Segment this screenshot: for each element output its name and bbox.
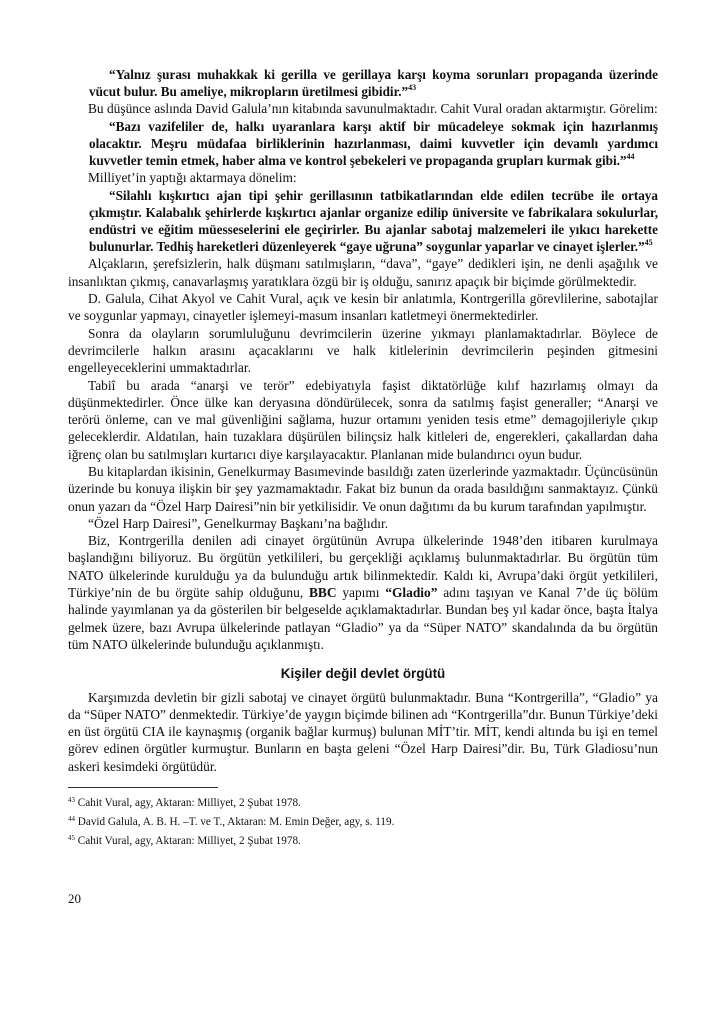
paragraph: Bu kitaplardan ikisinin, Genelkurmay Basımevinde basıldığı zaten üzerlerinde yazmaktadır. Üçüncüsünün üzerinde bu konuya ilişkin bir şey yazmamaktadır. Fakat biz bunun da orada basıldığını sanmaktayız. Çünkü onun yazarı da “Özel Harp Dairesi”nin bir yetkilisidir. Ve onun dağıtımı da bu kurum tarafından yapılmıştır.	[68, 463, 658, 514]
block-quote	[89, 187, 658, 256]
footnote-divider	[68, 787, 218, 788]
footnote-ref: 45	[644, 238, 653, 248]
block-quote	[89, 66, 658, 100]
footnote	[68, 834, 658, 848]
footnote-ref: 43	[408, 83, 417, 93]
paragraph: Bu düşünce aslında David Galula’nın kitabında savunulmaktadır. Cahit Vural oradan aktarmıştır. Görelim:	[88, 101, 658, 117]
section-heading: Kişiler değil devlet örgütü	[280, 666, 446, 682]
footnote-number: 43	[68, 796, 75, 805]
paragraph: Alçakların, şerefsizlerin, halk düşmanı satılmışların, “dava”, “gaye” dedikleri işin, ne denli aşağılık ve insanlıktan çıkmış, canavarlaşmış yaratıklara özgü bir iş olduğu, sanırız apaçık bir biçimde görülmektedir.	[68, 256, 658, 289]
paragraph: Karşımızda devletin bir gizli sabotaj ve cinayet örgütü bulunmaktadır. Buna “Kontrgerilla”, “Gladio” ya da “Süper NATO” denmektedir. Türkiye’de yaygın biçimde bilinen adı “Kontrgerilla”dır. Bunun Türkiye’deki en üst örgütü CIA ile kaynaşmış (organik bağlar kurmuş) bulunan MİT’tir. MİT, kendi altında bu işi en temel görev edinen örgütler kurmuştur. Bunların en başta geleni “Özel Harp Dairesi”dir. Bu, Türk Gladiosu’nun askeri kesimdeki örgütüdür.	[68, 689, 658, 774]
footnote	[68, 815, 658, 829]
page-content	[68, 66, 658, 907]
quote-text: “Silahlı kışkırtıcı ajan tipi şehir gerillasının tatbikatlarından elde edilen tecrübe ile ortaya çıkmıştır. Kalabalık şehirlerde kışkırtıcı ajanlar organize edilip üniversite ve fabrikalara sokulurlar, endüstri ve eğitim müesseselerini ele geçirirler. Bu ajanlar sabotaj malzemeleri ile yıkıcı harekette bulunurlar. Tedhiş hareketleri düzenleyerek “gaye uğruna” soygunlar yaparlar ve cinayet işlerler.”	[89, 187, 658, 255]
bold-term: “Gladio”	[385, 585, 438, 601]
paragraph-text: Biz, Kontrgerilla denilen adi cinayet örgütünün Avrupa ülkelerinde 1948’den itibaren kurulmaya başlandığını biliyoruz. Bu örgütün yetkilileri, bu gerçekliği açıklamış bulunmaktadırlar. Bu örgütün tüm NATO ülkelerinde kurulduğu ya da bulunduğu artık bilinmektedir. Kaldı ki, Avrupa’daki örgüt yetkilileri, Türkiye’nin de bu örgüte sahip olduğunu,	[68, 533, 658, 601]
footnote-text: Cahit Vural, agy, Aktaran: Milliyet, 2 Şubat 1978.	[77, 835, 301, 848]
paragraph	[68, 532, 658, 653]
quote-text: “Bazı vazifeliler de, halkı uyaranlara karşı aktif bir mücadeleye sokmak için hazırlanmış olacaktır. Meşru müdafaa birliklerinin hazırlanması, daimi kuvvetler için devamlı yardımcı kuvvetler temin etmek, haber alma ve kontrol şebekeleri ve propaganda grupları kurmak gibi.”	[89, 118, 658, 169]
footnote-text: Cahit Vural, agy, Aktaran: Milliyet, 2 Şubat 1978.	[77, 797, 301, 810]
footnote-number: 45	[68, 834, 75, 843]
bold-term: BBC	[308, 585, 337, 601]
paragraph-text: adını taşıyan ve Kanal 7’de üç bölüm halinde yayımlanan ya da gösterilen bir belgeselde açıklamaktadırlar. Bundan beş yıl kadar önce, başta İtalya gelmek üzere, bazı Avrupa ülkelerinde patlayan “Gladio” ya da “Süper NATO” skandalında da bu örgütün tüm NATO ülkelerinde bulunduğu açıklanmıştı.	[68, 585, 658, 652]
footnote	[68, 796, 658, 810]
block-quote	[89, 118, 658, 170]
paragraph: Sonra da olayların sorumluluğunu devrimcilerin üzerine yıkmayı planlamaktadırlar. Böylece de devrimcilerle halkın arasını açacaklarını ve halk kitlelerinin devrimcilerin peşinden gitmesini engelleyeceklerini ummaktadırlar.	[68, 325, 658, 376]
paragraph-text: yapımı	[336, 585, 386, 601]
footnote-ref: 44	[626, 152, 635, 162]
paragraph: Milliyet’in yaptığı aktarmaya dönelim:	[88, 170, 297, 186]
paragraph: D. Galula, Cihat Akyol ve Cahit Vural, açık ve kesin bir anlatımla, Kontrgerilla görevlilerine, sabotajlar ve soygunlar yapmayı, cinayetler işlemeyi-masum insanları katletmeyi önermektedirler.	[68, 291, 658, 324]
footnotes	[68, 796, 658, 848]
quote-text: “Yalnız şurası muhakkak ki gerilla ve gerillaya karşı koyma sorunları propaganda üzerinde vücut bulur. Bu ameliye, mikropların üretilmesi gibidir.”	[89, 67, 658, 100]
paragraph: “Özel Harp Dairesi”, Genelkurmay Başkanı’na bağlıdır.	[88, 515, 389, 531]
paragraph: Tabiî bu arada “anarşi ve terör” edebiyatıyla faşist diktatörlüğe kılıf hazırlamış olmayı da düşünmektedirler. Önce ülke kan deryasına döndürülecek, sonra da satılmış faşist generaller; “Anarşi ve terörü önleme, can ve mal güvenliğini sağlama, huzur ortamını yeniden tesis etme” demagojileriyle çıkıp geleceklerdir. Aldatılan, hain tuzaklara düşürülen bilinçsiz halk kitleleri de, engerekleri, çakallardan daha iğrenç olan bu satılmışları kurtarıcı diye karşılayacaktır. Planlanan mide bulandırıcı oyun budur.	[68, 377, 658, 462]
footnote-number: 44	[68, 815, 75, 824]
footnote-text: David Galula, A. B. H. –T. ve T., Aktaran: M. Emin Değer, agy, s. 119.	[77, 816, 395, 829]
page-number: 20	[68, 891, 81, 907]
